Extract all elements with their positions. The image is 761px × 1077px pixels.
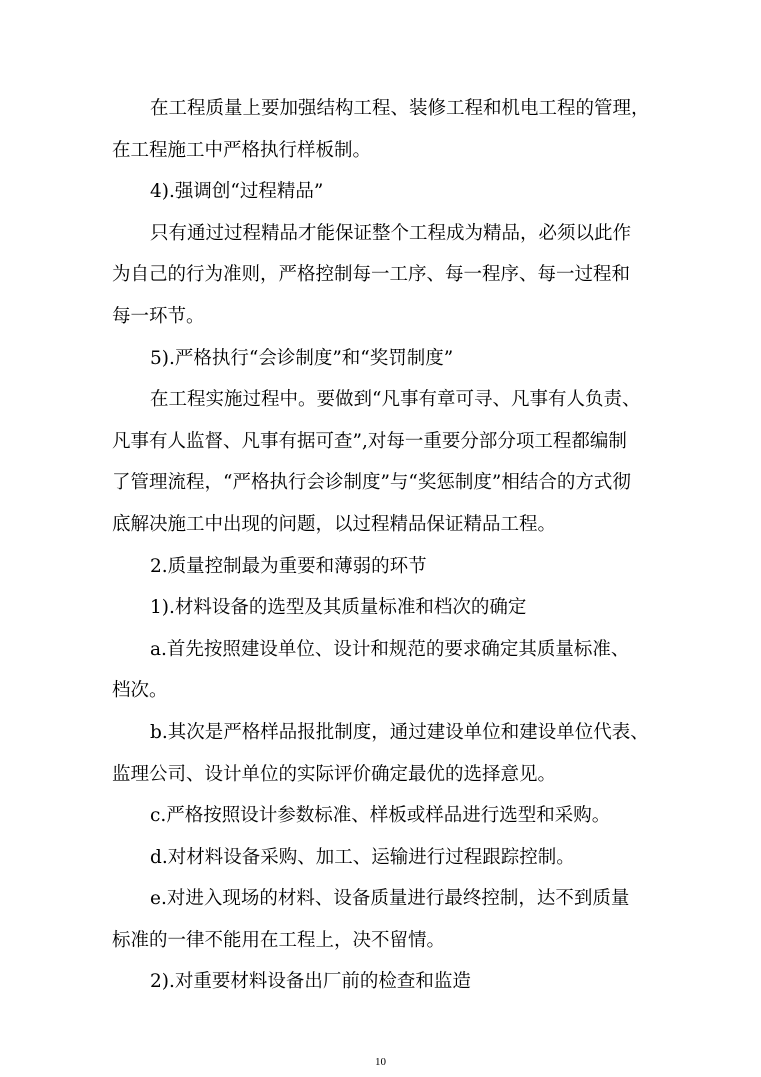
paragraph — [112, 878, 652, 961]
text-line: 2.质量控制最为重要和薄弱的环节 — [150, 555, 427, 577]
text-line: d.对材料设备采购、加工、运输进行过程跟踪控制。 — [150, 846, 575, 868]
page-number: 10 — [375, 1056, 386, 1068]
text-line: 每一环节。 — [112, 305, 205, 327]
paragraph — [112, 961, 652, 1003]
paragraph — [112, 546, 652, 588]
paragraph — [112, 837, 652, 879]
text-line: 2).对重要材料设备出厂前的检查和监造 — [150, 971, 471, 993]
paragraph — [112, 629, 652, 712]
paragraph — [112, 587, 652, 629]
text-line: b.其次是严格样品报批制度，通过建设单位和建设单位代表、 — [150, 721, 649, 743]
paragraph — [112, 213, 652, 338]
text-line: 在工程质量上要加强结构工程、装修工程和机电工程的管理， — [150, 98, 650, 119]
text-line: 标准的一律不能用在工程上，决不留情。 — [112, 929, 446, 951]
text-line: 凡事有人监督、凡事有据可查”,对每一重要分部分项工程都编制 — [112, 430, 627, 452]
paragraph — [112, 338, 652, 380]
paragraph — [112, 171, 652, 213]
text-line: 档次。 — [112, 680, 168, 702]
text-line: 在工程实施过程中。要做到“凡事有章可寻、凡事有人负责、 — [150, 389, 641, 411]
text-line: 了管理流程，“严格执行会诊制度”与“奖惩制度”相结合的方式彻 — [112, 472, 631, 494]
document-body — [112, 88, 652, 1003]
text-line: 只有通过过程精品才能保证整个工程成为精品，必须以此作 — [150, 222, 632, 244]
text-line: a.首先按照建设单位、设计和规范的要求确定其质量标准、 — [150, 638, 630, 660]
paragraph — [112, 712, 652, 795]
text-line: 1).材料设备的选型及其质量标准和档次的确定 — [150, 597, 527, 619]
paragraph — [112, 88, 652, 171]
text-line: 监理公司、设计单位的实际评价确定最优的选择意见。 — [112, 763, 557, 785]
text-line: c.严格按照设计参数标准、样板或样品进行选型和采购。 — [150, 805, 611, 827]
text-line: e.对进入现场的材料、设备质量进行最终控制，达不到质量 — [150, 888, 630, 910]
paragraph — [112, 795, 652, 837]
text-line: 底解决施工中出现的问题，以过程精品保证精品工程。 — [112, 513, 557, 535]
paragraph — [112, 379, 652, 545]
text-line: 在工程施工中严格执行样板制。 — [112, 139, 372, 161]
text-line: 4).强调创“过程精品” — [150, 181, 324, 203]
text-line: 为自己的行为准则，严格控制每一工序、每一程序、每一过程和 — [112, 264, 631, 286]
text-line: 5).严格执行“会诊制度”和“奖罚制度” — [150, 347, 454, 369]
